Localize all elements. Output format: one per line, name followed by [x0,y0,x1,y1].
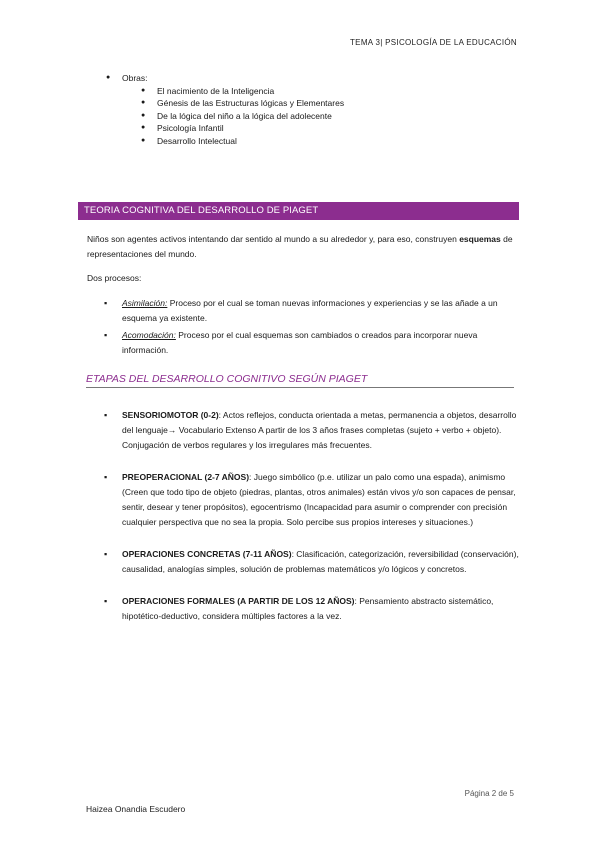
stage-description: : Clasificación, categorización, reversibilidad (conservación), causalidad, analogías simples, solución de problemas matemáticos y/o lógicos y concretos. [122,549,519,574]
stage-text [122,408,519,453]
process-text [122,296,519,325]
list-item [141,85,344,98]
bullet-icon: ▪ [104,298,108,308]
stage-text [122,547,519,577]
processes-label: Dos procesos: [87,273,142,283]
process-term: Asimilación: [122,298,168,308]
stage-title: OPERACIONES CONCRETAS (7-11 AÑOS) [122,549,292,559]
list-item [104,470,519,530]
bullet-icon: ▪ [104,549,108,559]
bullet-icon: ▪ [104,472,108,482]
list-item [104,296,519,325]
section-heading-piaget-theory: TEORIA COGNITIVA DEL DESARROLLO DE PIAGET [78,202,519,220]
works-label-row [106,72,344,85]
stages-list [104,408,519,641]
bullet-icon: ● [141,124,146,131]
process-description: Proceso por el cual se toman nuevas informaciones y experiencias y se las añade a un esquema ya existente. [122,298,498,323]
process-text [122,328,519,357]
stage-description: : Juego simbólico (p.e. utilizar un palo como una espada), animismo (Creen que todo tipo de objeto (piedras, plantas, otros animales) están vivos y/o son capaces de pensar, sentir, desear y tener propósitos), egocentrismo (Incapacidad para asumir o comprender con precisión cualquier perspectiva que no sea la propia. Solo percibe sus propios intereses y situaciones.) [122,472,516,527]
work-title: El nacimiento de la Inteligencia [157,85,275,96]
stage-description: : Actos reflejos, conducta orientada a metas, permanencia a objetos, desarrollo del lenguaje→ Vocabulario Extenso A partir de los 3 años frases completas (sujeto + verbo + objeto). Conjugación de verbos regulares y los irregulares más frecuentes. [122,410,517,450]
process-description: Proceso por el cual esquemas son cambiados o creados para incorporar nueva información. [122,330,478,355]
list-item [141,110,344,123]
work-title: De la lógica del niño a la lógica del adolecente [157,110,332,121]
processes-list [104,296,519,360]
work-title: Desarrollo Intelectual [157,135,237,146]
works-sublist [106,85,344,148]
bullet-icon: ▪ [104,410,108,420]
work-title: Génesis de las Estructuras lógicas y Elementares [157,98,345,108]
bullet-icon: ● [106,74,111,81]
stage-title: SENSORIOMOTOR (0-2) [122,410,219,420]
works-list [106,72,344,147]
bullet-icon: ▪ [104,330,108,340]
bullet-icon: ● [141,99,146,106]
section-heading-stages: ETAPAS DEL DESARROLLO COGNITIVO SEGÚN PIAGET [86,373,514,388]
list-item [104,328,519,357]
bullet-icon: ● [141,111,146,119]
list-item [104,594,519,624]
process-term: Acomodación: [122,330,176,340]
intro-text: de representaciones del mundo. [87,234,513,259]
work-title: Psicología Infantil [157,123,224,133]
list-item [141,97,344,110]
bullet-icon: ▪ [104,596,108,606]
works-label: Obras: [122,73,148,83]
bullet-icon: ● [141,86,146,94]
bullet-icon: ● [141,136,146,144]
list-item [104,547,519,577]
author-name: Haizea Onandia Escudero [86,804,186,814]
list-item [104,408,519,453]
list-item [141,135,344,148]
page-header: TEMA 3| PSICOLOGÍA DE LA EDUCACIÓN [350,38,517,47]
intro-text: Niños son agentes activos intentando dar sentido al mundo a su alrededor y, para eso, construyen [87,234,460,244]
stage-description: : Pensamiento abstracto sistemático, hipotético-deductivo, considera múltiples factores a la vez. [122,596,494,621]
stage-text [122,470,519,530]
stage-title: PREOPERACIONAL (2-7 AÑOS) [122,472,250,482]
list-item [141,122,344,135]
intro-bold-term: esquemas [459,234,501,244]
page-number: Página 2 de 5 [464,789,514,798]
intro-paragraph [87,232,517,262]
stage-text [122,594,519,624]
stage-title: OPERACIONES FORMALES (A PARTIR DE LOS 12 AÑOS) [122,596,355,606]
